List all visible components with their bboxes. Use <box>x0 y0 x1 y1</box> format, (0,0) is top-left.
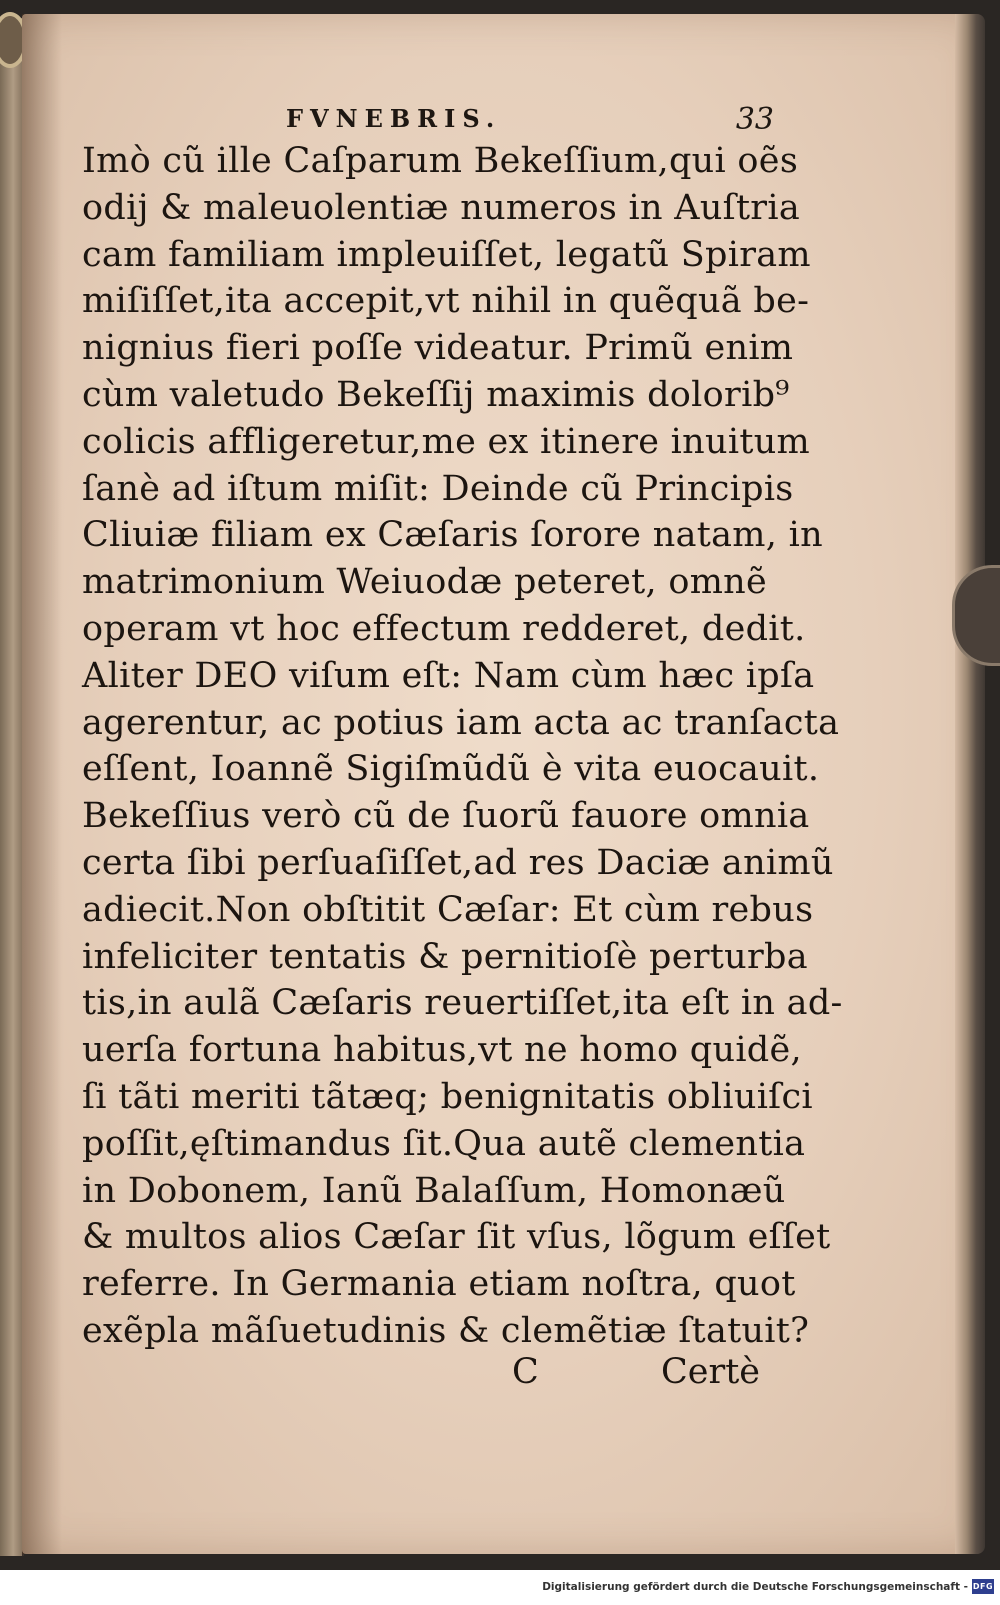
text-line: Cliuiæ filiam ex Cæſaris ſorore natam, in <box>82 515 823 556</box>
credit-bar <box>0 1570 1000 1605</box>
text-line: Bekeſſius verò cũ de ſuorũ fauore omnia <box>82 796 810 837</box>
text-line: matrimonium Weiuodæ peteret, omnẽ <box>82 562 768 603</box>
signature-mark: C <box>512 1352 539 1392</box>
text-line: adiecit.Non obſtitit Cæſar: Et cùm rebus <box>82 889 814 930</box>
text-line: exẽpla mãſuetudinis & clemẽtiæ ſtatuit? <box>82 1310 810 1351</box>
text-line: infeliciter tentatis & pernitioſè perturba <box>82 936 808 977</box>
text-line: Imò cũ ille Caſparum Bekeſſium,qui oẽs <box>82 141 799 181</box>
text-block <box>82 138 843 1355</box>
text-line: cùm valetudo Bekeſſij maximis dolorib⁹ <box>82 374 790 415</box>
text-line: tis,in aulã Cæſaris reuertiſſet,ita eſt in ad- <box>82 983 843 1024</box>
text-line: agerentur, ac potius iam acta ac tranſacta <box>82 702 840 743</box>
page-number: 33 <box>735 102 774 137</box>
dfg-logo: DFG <box>972 1579 994 1594</box>
credit-text: Digitalisierung gefördert durch die Deutsche Forschungsgemeinschaft - <box>542 1581 968 1593</box>
text-line: eſſent, Ioannẽ Sigiſmũdũ è vita euocauit. <box>82 749 820 790</box>
text-line: nignius fieri poſſe videatur. Primũ enim <box>82 328 794 369</box>
page-footer <box>82 1352 772 1402</box>
text-line: & multos alios Cæſar ſit vſus, lõgum eſſet <box>82 1217 831 1258</box>
text-line: referre. In Germania etiam noſtra, quot <box>82 1264 796 1305</box>
text-line: colicis affligeretur,me ex itinere inuitum <box>82 421 811 462</box>
text-line: odij & maleuolentiæ numeros in Auſtria <box>82 187 800 228</box>
text-line: poſſit,ęſtimandus ſit.Qua autẽ clementia <box>82 1123 806 1164</box>
left-page-edge <box>0 18 24 1556</box>
text-line: miſiſſet,ita accepit,vt nihil in quẽquã be- <box>82 281 810 322</box>
gutter-shadow <box>22 14 62 1554</box>
catchword: Certè <box>660 1352 760 1392</box>
text-line: cam familiam impleuiſſet, legatũ Spiram <box>82 234 811 275</box>
fore-edge <box>955 14 985 1554</box>
text-line: ſanè ad iſtum miſit: Deinde cũ Principis <box>82 468 794 509</box>
text-line: ſi tãti meriti tãtæq; benignitatis obliuiſci <box>82 1076 813 1117</box>
running-head: FVNEBRIS. <box>286 104 502 133</box>
text-line: operam vt hoc effectum redderet, dedit. <box>82 608 806 649</box>
text-line: certa ſibi perſuaſiſſet,ad res Daciæ animũ <box>82 842 834 883</box>
text-line: uerſa fortuna habitus,vt ne homo quidẽ, <box>82 1030 802 1071</box>
text-line: Aliter DEO viſum eſt: Nam cùm hæc ipſa <box>82 655 815 696</box>
text-line: in Dobonem, Ianũ Balaſſum, Homonæũ <box>82 1170 786 1211</box>
